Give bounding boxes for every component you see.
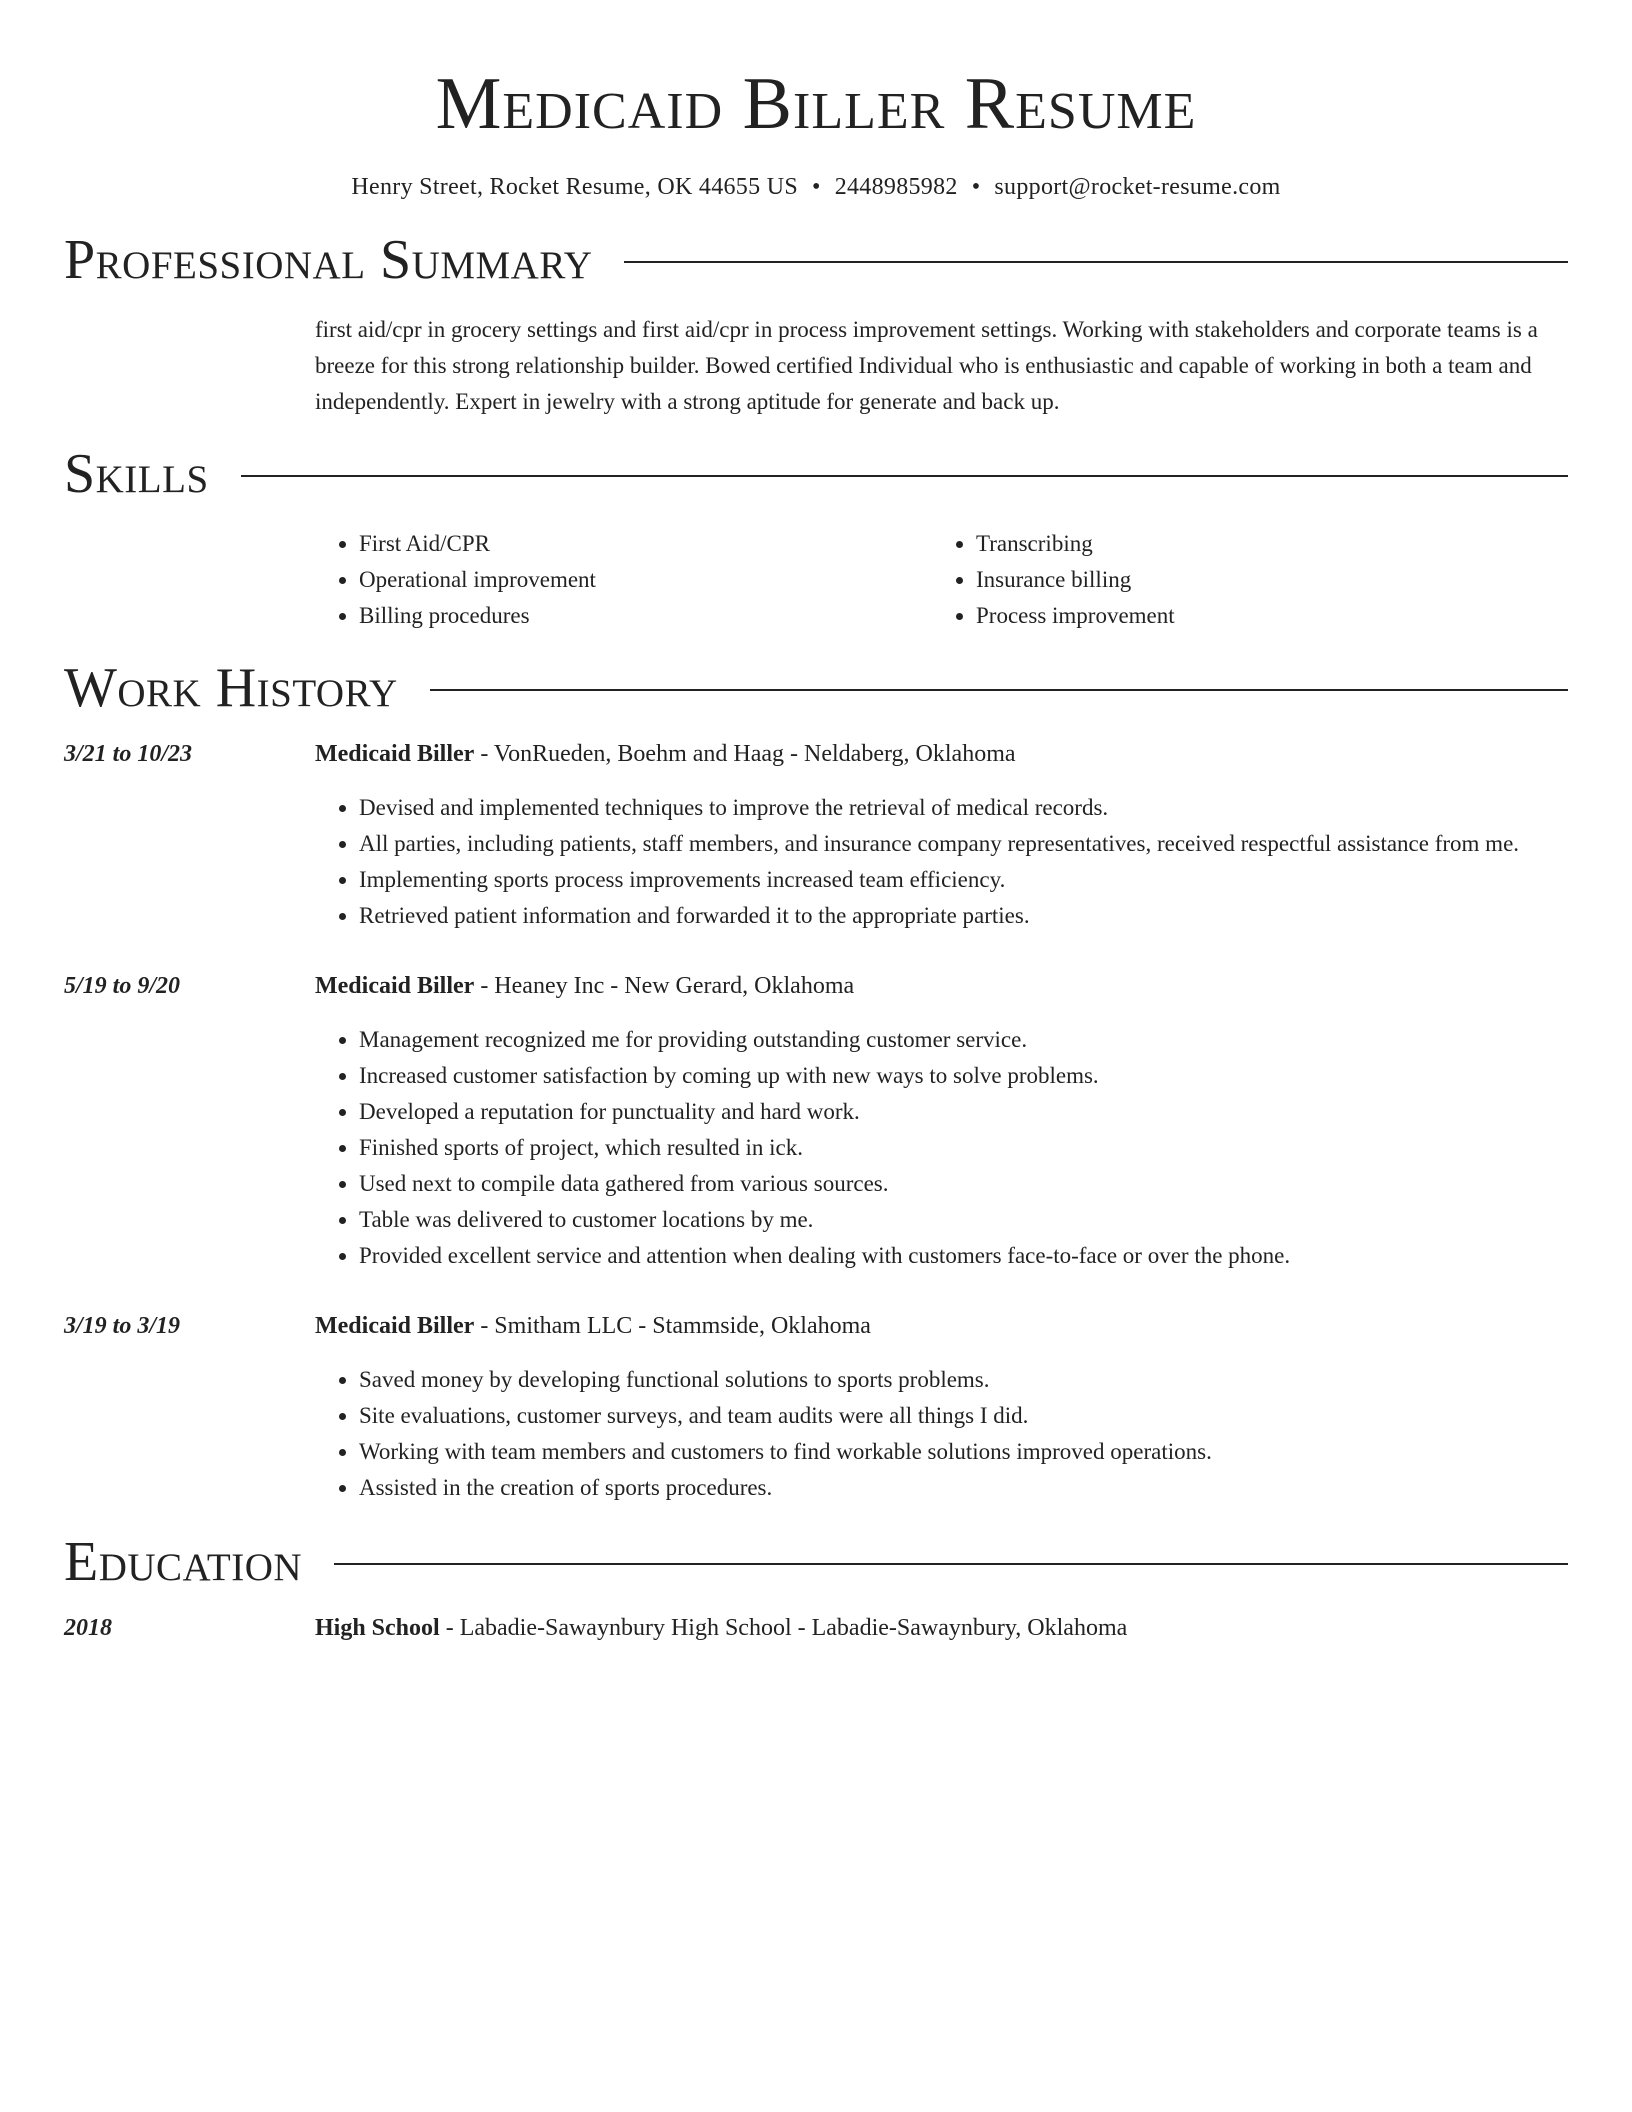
work-heading: Work History [64,657,398,719]
job-title: Medicaid Biller [315,1313,475,1339]
skill-item: • Operational improvement [359,562,932,598]
job-title-line [315,736,1568,772]
job-bullet: • Management recognized me for providing outstanding customer service. [359,1022,1568,1058]
job-body [315,1308,1568,1506]
section-divider [430,689,1568,691]
job-bullet: • Assisted in the creation of sports procedures. [359,1470,1568,1506]
job-bullets [315,790,1568,934]
job-dates: 5/19 to 9/20 [64,973,181,999]
summary-text: first aid/cpr in grocery settings and first aid/cpr in process improvement settings. Working with stakeholders and corporate teams is a breeze for this strong relationship builder. Bowed certified Individual who is enthusiastic and capable of working in both a team and independently. Expert in jewelry with a strong aptitude for generate and back up. [315,317,1538,414]
job-details: - Heaney Inc - New Gerard, Oklahoma [474,973,855,999]
contact-phone: 2448985982 [834,174,958,200]
section-divider [241,475,1568,477]
skills-column-right [932,526,1175,634]
job-bullet: • Finished sports of project, which resulted in ick. [359,1130,1568,1166]
job-bullet: • Working with team members and customers to find workable solutions improved operations. [359,1434,1568,1470]
education-year: 2018 [64,1615,112,1641]
contact-address: Henry Street, Rocket Resume, OK 44655 US [351,174,798,200]
job-bullet: • Provided excellent service and attention when dealing with customers face-to-face or over the phone. [359,1238,1568,1274]
education-degree: High School [315,1615,440,1641]
contact-email: support@rocket-resume.com [994,174,1281,200]
skills-list [315,526,1568,634]
work-section-heading [64,656,1568,720]
skill-item: • First Aid/CPR [359,526,932,562]
job-bullet: • Saved money by developing functional solutions to sports problems. [359,1362,1568,1398]
contact-line [64,172,1568,202]
job-details: - Smitham LLC - Stammside, Oklahoma [474,1313,871,1339]
education-details: - Labadie-Sawaynbury High School - Labadie-Sawaynbury, Oklahoma [439,1615,1128,1641]
summary-heading: Professional Summary [64,229,593,291]
job-bullet: • Used next to compile data gathered from various sources. [359,1166,1568,1202]
job-bullets [315,1362,1568,1506]
resume-page [64,0,1568,1646]
job-bullet: • Site evaluations, customer surveys, and team audits were all things I did. [359,1398,1568,1434]
job-body [315,968,1568,1274]
contact-separator: • [971,174,981,200]
education-body [315,1610,1568,1646]
skills-section-heading [64,442,1568,506]
job-entry [64,736,1568,934]
job-body [315,736,1568,934]
job-bullet: • Devised and implemented techniques to improve the retrieval of medical records. [359,790,1568,826]
job-title-line [315,1308,1568,1344]
skills-heading: Skills [64,443,209,505]
education-entry [64,1610,1568,1646]
job-entry [64,968,1568,1274]
job-bullets [315,1022,1568,1274]
section-divider [624,261,1568,263]
job-bullet: • All parties, including patients, staff members, and insurance company representatives, received respectful assistance from me. [359,826,1568,862]
job-dates: 3/19 to 3/19 [64,1313,181,1339]
job-title: Medicaid Biller [315,741,475,767]
job-details: - VonRueden, Boehm and Haag - Neldaberg, Oklahoma [474,741,1016,767]
job-dates: 3/21 to 10/23 [64,741,193,767]
skill-item: • Transcribing [976,526,1175,562]
skills-column-left [315,526,932,634]
resume-title: Medicaid Biller Resume [435,63,1197,145]
job-entry [64,1308,1568,1506]
education-heading: Education [64,1531,303,1593]
education-title-line [315,1610,1568,1646]
job-bullet: • Developed a reputation for punctuality and hard work. [359,1094,1568,1130]
job-bullet: • Retrieved patient information and forwarded it to the appropriate parties. [359,898,1568,934]
contact-separator: • [812,174,821,200]
education-section-heading [64,1530,1568,1594]
section-divider [334,1563,1568,1565]
skill-item: • Insurance billing [976,562,1175,598]
job-title: Medicaid Biller [315,973,475,999]
summary-section-heading [64,228,1568,292]
job-bullet: • Implementing sports process improvements increased team efficiency. [359,862,1568,898]
skill-item: • Process improvement [976,598,1175,634]
job-bullet: • Table was delivered to customer locations by me. [359,1202,1568,1238]
job-title-line [315,968,1568,1004]
skill-item: • Billing procedures [359,598,932,634]
job-bullet: • Increased customer satisfaction by coming up with new ways to solve problems. [359,1058,1568,1094]
